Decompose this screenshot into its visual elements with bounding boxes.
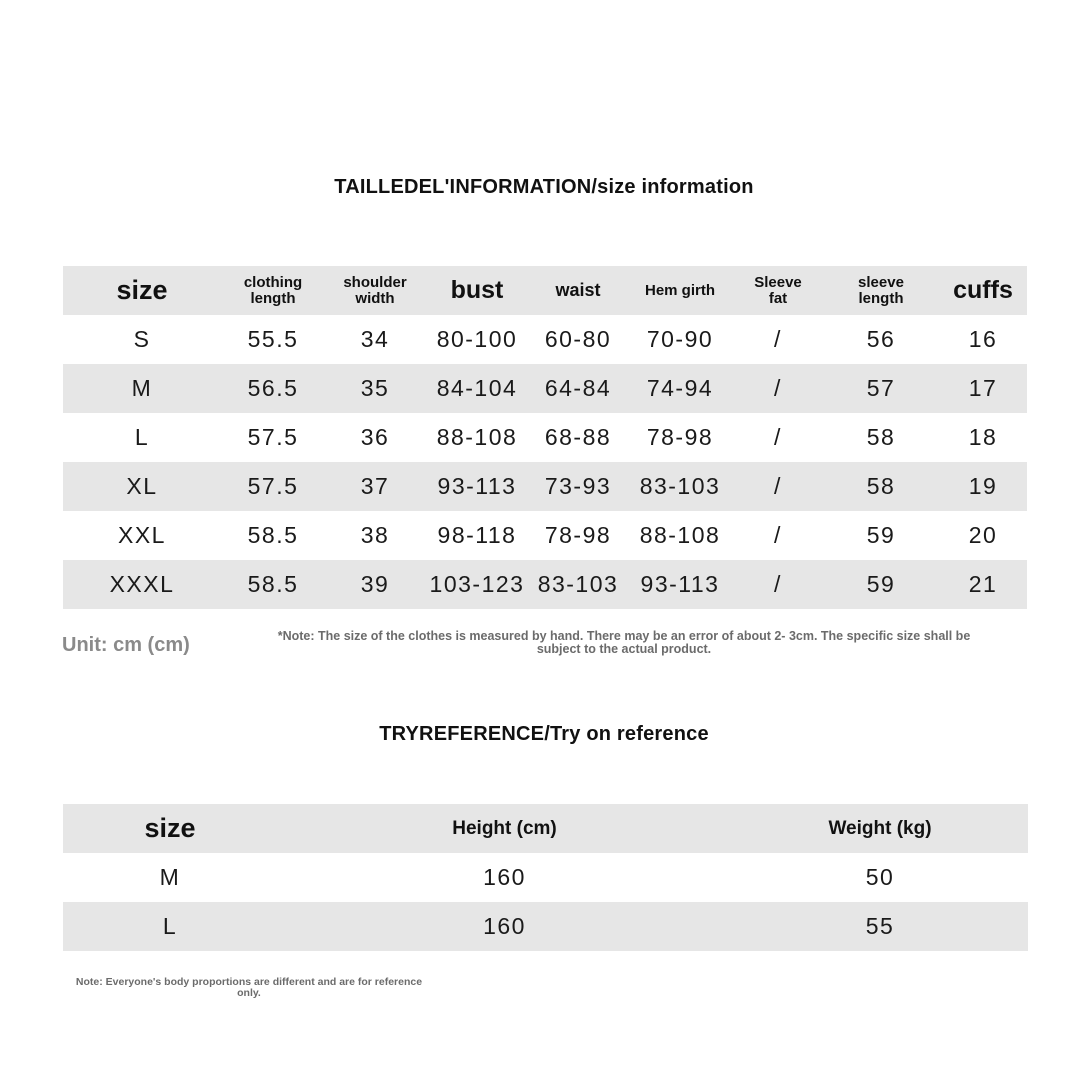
table-row [63, 462, 1027, 511]
cell-clothing-length: 57.5 [247, 473, 299, 499]
cell-cuffs: 17 [968, 375, 998, 401]
cell-hem-girth: 83-103 [639, 473, 721, 499]
header-sleeve-fat [733, 275, 823, 307]
header-size: size [144, 813, 196, 843]
table-row [63, 560, 1027, 609]
cell-size: XL [126, 473, 158, 499]
cell-sleeve-length: 59 [866, 522, 896, 548]
table-row [63, 902, 1028, 951]
reference-note: Note: Everyone's body proportions are different and are for reference only. [75, 976, 423, 999]
header-sleeve-length [823, 275, 939, 307]
cell-hem-girth: 78-98 [646, 424, 714, 450]
cell-shoulder-width: 38 [360, 522, 390, 548]
cell-waist: 78-98 [544, 522, 612, 548]
cell-sleeve-length: 58 [866, 473, 896, 499]
cell-bust: 88-108 [436, 424, 518, 450]
table-row [63, 413, 1027, 462]
cell-hem-girth: 88-108 [639, 522, 721, 548]
header-line: clothing [243, 273, 303, 291]
header-weight: Weight (kg) [828, 817, 932, 839]
header-shoulder-width [325, 275, 425, 307]
cell-sleeve-fat: / [774, 522, 782, 548]
cell-bust: 93-113 [437, 473, 517, 499]
unit-label: Unit: cm (cm) [62, 634, 190, 656]
cell-sleeve-length: 56 [866, 326, 896, 352]
cell-size: L [134, 424, 150, 450]
cell-bust: 84-104 [436, 375, 518, 401]
cell-hem-girth: 70-90 [646, 326, 714, 352]
header-line: width [355, 289, 395, 307]
cell-size: XXL [118, 522, 166, 548]
cell-sleeve-fat: / [774, 375, 782, 401]
size-table [63, 266, 1027, 609]
cell-size: M [131, 375, 153, 401]
cell-sleeve-length: 59 [866, 571, 896, 597]
measurement-note: *Note: The size of the clothes is measured by hand. There may be an error of about 2- 3cm. The specific size shall be subject to the actual product. [277, 629, 971, 656]
cell-shoulder-width: 36 [360, 424, 390, 450]
table-row [63, 853, 1028, 902]
cell-sleeve-fat: / [774, 326, 782, 352]
cell-shoulder-width: 37 [360, 473, 390, 499]
cell-cuffs: 20 [968, 522, 998, 548]
cell-sleeve-fat: / [774, 473, 782, 499]
try-reference-title: TRYREFERENCE/Try on reference [379, 723, 709, 745]
cell-size: L [162, 913, 178, 939]
cell-clothing-length: 56.5 [247, 375, 299, 401]
cell-sleeve-length: 58 [866, 424, 896, 450]
size-info-title: TAILLEDEL'INFORMATION/size information [334, 176, 754, 198]
size-table-header-row [63, 266, 1027, 315]
header-bust: bust [450, 276, 504, 304]
header-line: sleeve [858, 273, 904, 291]
cell-cuffs: 18 [968, 424, 998, 450]
cell-size: S [133, 326, 151, 352]
header-line: Sleeve [754, 273, 802, 291]
header-line: shoulder [343, 273, 407, 291]
cell-sleeve-length: 57 [866, 375, 896, 401]
header-waist: waist [555, 280, 601, 300]
cell-shoulder-width: 34 [360, 326, 390, 352]
table-row [63, 315, 1027, 364]
cell-cuffs: 21 [968, 571, 998, 597]
cell-weight: 50 [865, 864, 895, 890]
cell-clothing-length: 58.5 [247, 522, 299, 548]
header-hem-girth: Hem girth [644, 281, 715, 299]
cell-size: M [159, 864, 181, 890]
cell-bust: 103-123 [429, 571, 525, 597]
try-table-header-row [63, 804, 1028, 853]
cell-waist: 73-93 [544, 473, 612, 499]
header-cuffs: cuffs [953, 276, 1013, 304]
header-clothing-length [221, 275, 325, 307]
cell-size: XXXL [109, 571, 175, 597]
cell-bust: 80-100 [436, 326, 518, 352]
cell-waist: 60-80 [544, 326, 612, 352]
header-size: size [116, 275, 168, 305]
header-height: Height (cm) [452, 817, 557, 839]
cell-shoulder-width: 39 [360, 571, 390, 597]
header-line: length [858, 289, 904, 307]
cell-height: 160 [483, 864, 526, 890]
cell-clothing-length: 58.5 [247, 571, 299, 597]
cell-shoulder-width: 35 [360, 375, 390, 401]
cell-clothing-length: 57.5 [247, 424, 299, 450]
header-line: length [250, 289, 296, 307]
header-line: fat [768, 289, 788, 307]
cell-waist: 83-103 [537, 571, 619, 597]
cell-clothing-length: 55.5 [247, 326, 299, 352]
cell-height: 160 [483, 913, 526, 939]
cell-sleeve-fat: / [774, 424, 782, 450]
cell-cuffs: 16 [968, 326, 998, 352]
table-row [63, 511, 1027, 560]
try-reference-table [63, 804, 1028, 951]
cell-hem-girth: 74-94 [646, 375, 714, 401]
cell-weight: 55 [865, 913, 895, 939]
cell-hem-girth: 93-113 [640, 571, 720, 597]
table-row [63, 364, 1027, 413]
cell-waist: 68-88 [544, 424, 612, 450]
cell-cuffs: 19 [968, 473, 998, 499]
cell-sleeve-fat: / [774, 571, 782, 597]
cell-bust: 98-118 [437, 522, 517, 548]
cell-waist: 64-84 [544, 375, 612, 401]
